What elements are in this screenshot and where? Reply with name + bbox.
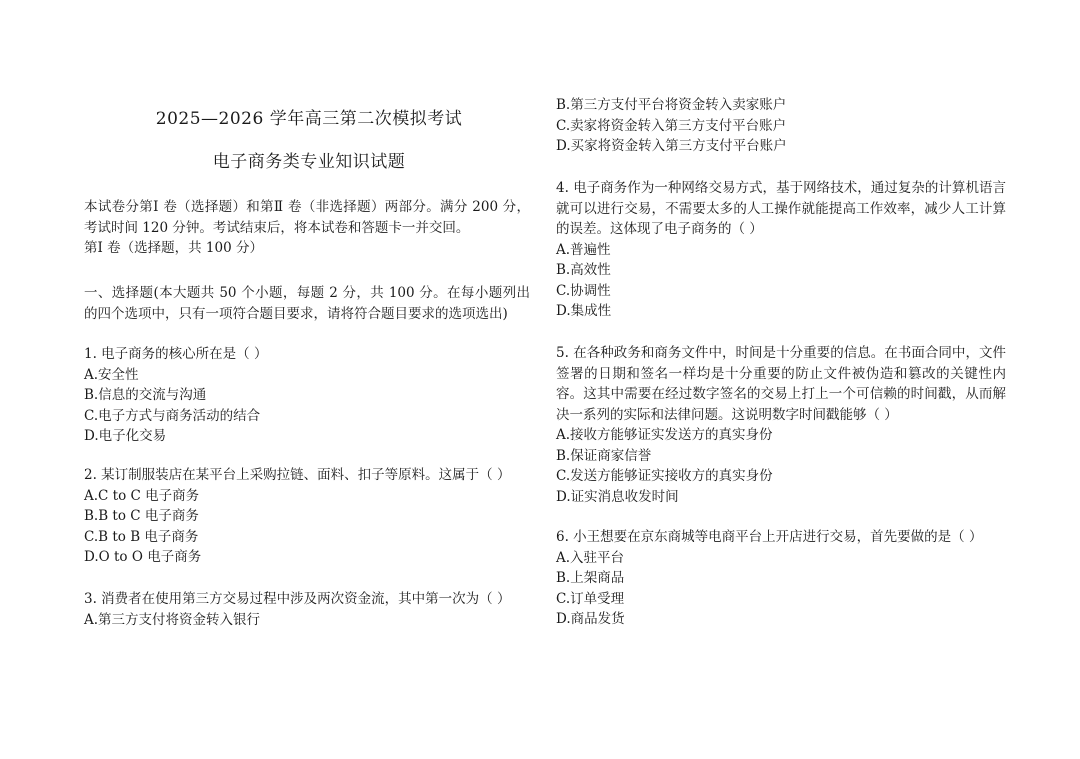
question-4	[556, 178, 1006, 322]
option-b: B.B to C 电子商务	[84, 508, 199, 524]
option-a: A.C to C 电子商务	[84, 487, 200, 504]
question-stem: 4. 电子商务作为一种网络交易方式，基于网络技术，通过复杂的计算机语言就可以进行交易，不需要太多的人工操作就能提高工作效率，减少人工计算的误差。这体现了电子商务的（ ）	[556, 180, 1006, 237]
question-1	[84, 344, 530, 447]
option-c: C.卖家将资金转入第三方支付平台账户	[556, 117, 787, 134]
option-c: C.订单受理	[556, 590, 625, 607]
question-stem: 6. 小王想要在京东商城等电商平台上开店进行交易，首先要做的是（ ）	[556, 529, 983, 545]
exam-title: 2025—2026 学年高三第二次模拟考试	[155, 109, 463, 129]
option-a: A.接收方能够证实发送方的真实身份	[556, 427, 773, 443]
option-c: C.发送方能够证实接收方的真实身份	[556, 468, 773, 484]
option-d: D.O to O 电子商务	[84, 549, 202, 565]
question-stem: 2. 某订制服装店在某平台上采购拉链、面料、扣子等原料。这属于（ ）	[84, 467, 511, 483]
option-b: B.第三方支付平台将资金转入卖家账户	[556, 97, 787, 113]
question-3-continued	[556, 95, 1006, 157]
question-3	[84, 589, 530, 630]
section-text: 一、选择题(本大题共 50 个小题，每题 2 分，共 100 分。在每小题列出的四个选项中，只有一项符合题目要求，请将符合题目要求的选项选出)	[84, 285, 530, 322]
option-d: D.商品发货	[556, 611, 625, 627]
option-b: B.保证商家信誉	[556, 447, 652, 464]
intro-text: 本试卷分第Ⅰ 卷（选择题）和第Ⅱ 卷（非选择题）两部分。满分 200 分，考试时间 120 分钟。考试结束后，将本试卷和答题卡一并交回。	[84, 199, 530, 236]
question-2	[84, 465, 530, 568]
option-a: A.入驻平台	[556, 549, 625, 566]
section-heading	[84, 283, 530, 324]
option-d: D.证实消息收发时间	[556, 488, 679, 505]
option-b: B.信息的交流与沟通	[84, 387, 207, 403]
exam-intro	[84, 197, 530, 259]
volume-heading: 第Ⅰ 卷（选择题，共 100 分）	[84, 240, 263, 256]
option-c: C.协调性	[556, 282, 611, 299]
option-b: B.高效性	[556, 262, 611, 278]
option-a: A.第三方支付将资金转入银行	[84, 611, 261, 628]
question-6	[556, 527, 1006, 630]
option-c: C.电子方式与商务活动的结合	[84, 407, 261, 424]
option-b: B.上架商品	[556, 570, 625, 586]
option-d: D.集成性	[556, 303, 612, 319]
question-stem: 5. 在各种政务和商务文件中，时间是十分重要的信息。在书面合同中，文件签署的日期和签名一样均是十分重要的防止文件被伪造和篡改的关键性内容。这其中需要在经过数字签名的交易上打上一个可信赖的时间戳，从而解决一系列的实际和法律问题。这说明数字时间戳能够（ ）	[556, 345, 1006, 423]
option-d: D.电子化交易	[84, 428, 167, 444]
question-stem: 3. 消费者在使用第三方交易过程中涉及两次资金流，其中第一次为（ ）	[84, 591, 511, 607]
option-c: C.B to B 电子商务	[84, 528, 199, 545]
option-a: A.安全性	[84, 366, 139, 383]
option-a: A.普遍性	[556, 241, 611, 258]
question-5	[556, 343, 1006, 507]
exam-subtitle: 电子商务类专业知识试题	[212, 152, 406, 172]
question-stem: 1. 电子商务的核心所在是（ ）	[84, 346, 268, 362]
option-d: D.买家将资金转入第三方支付平台账户	[556, 138, 787, 154]
